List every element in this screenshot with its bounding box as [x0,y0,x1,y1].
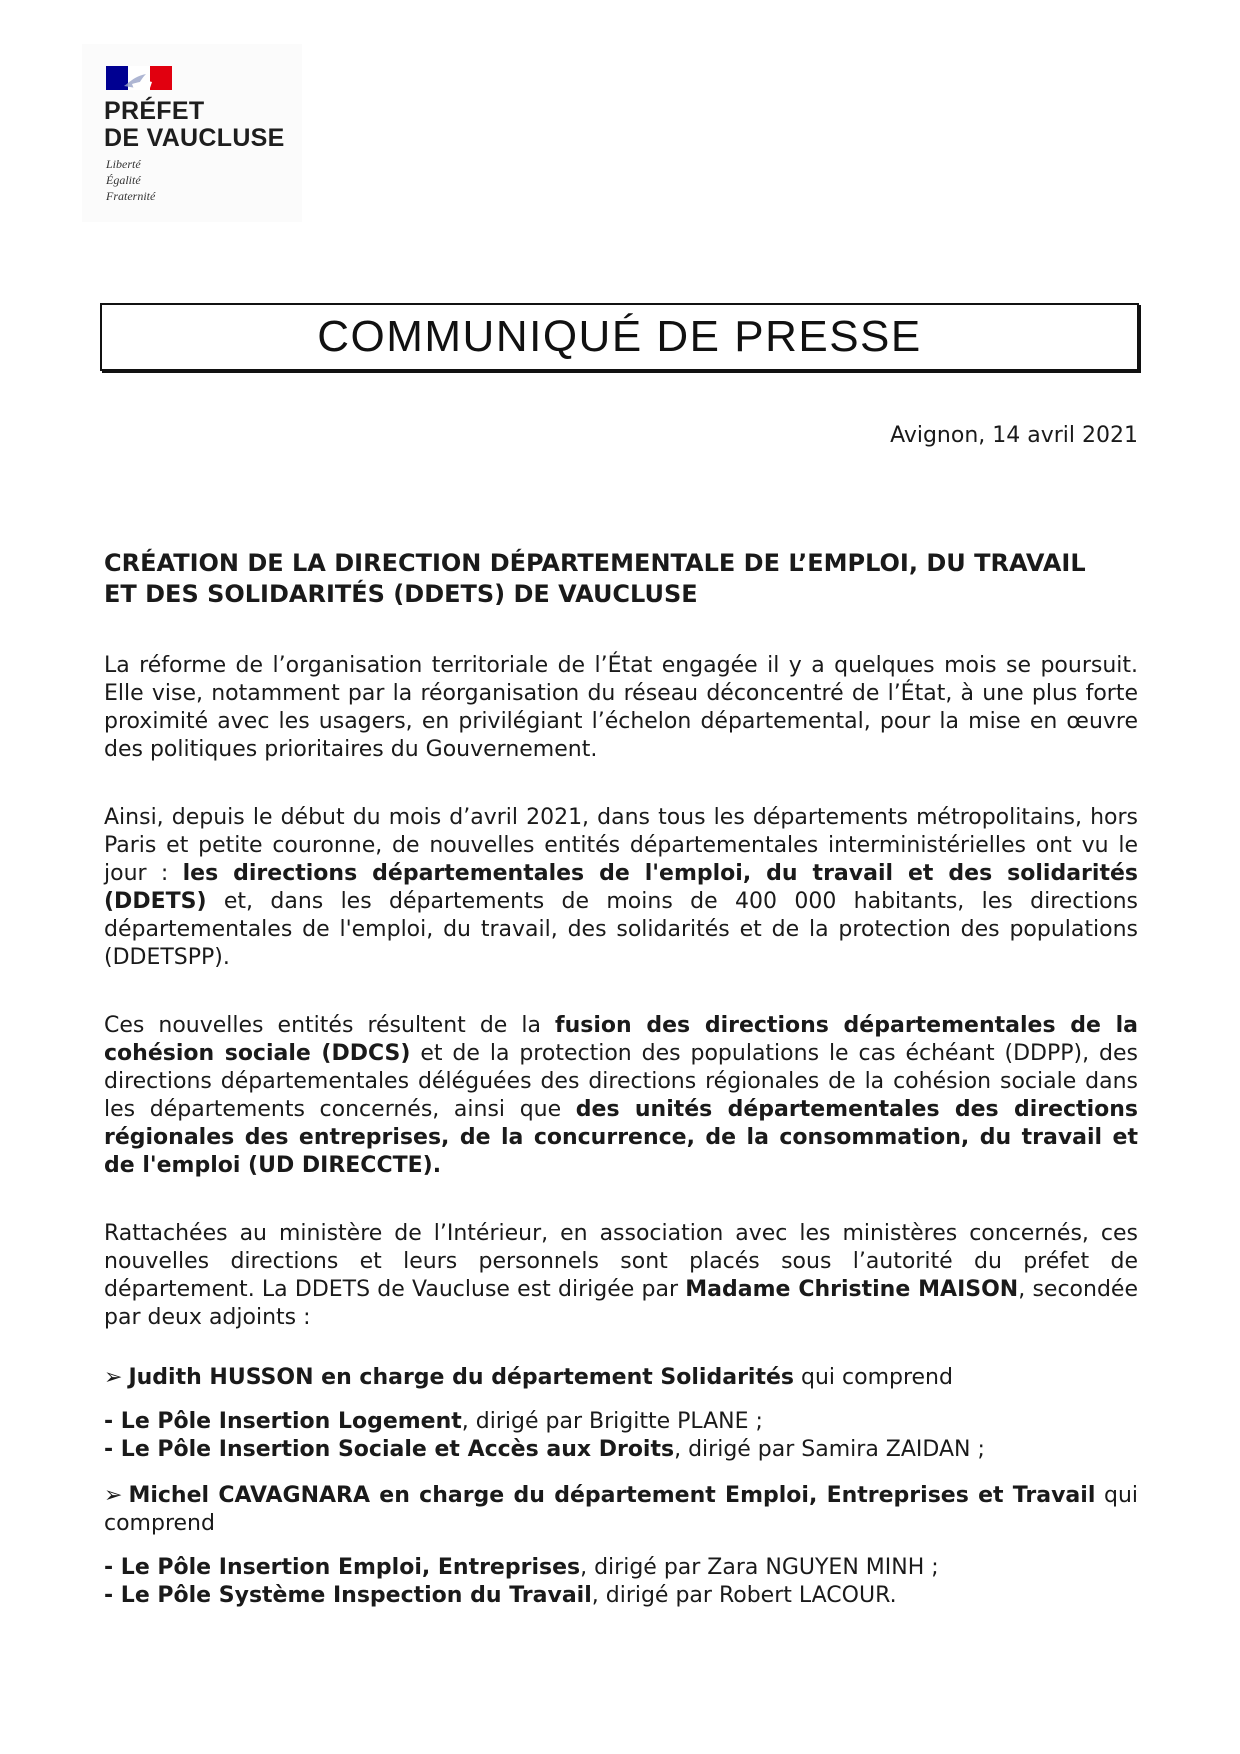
motto-liberte: Liberté [106,157,141,171]
department-solidarites [104,1364,1138,1392]
marianne-flag-icon [106,66,172,90]
department-head-bold: Judith HUSSON en charge du département Solidarités [128,1365,794,1390]
prefet-line-1: PRÉFET [104,97,205,125]
pole-name: Le Pôle Insertion Emploi, Entreprises [120,1555,581,1580]
pole-director: , dirigé par Brigitte PLANE ; [461,1409,763,1434]
list-item [104,1582,1138,1610]
arrow-bullet-icon: ➢ [104,1365,123,1390]
pole-director: , dirigé par Samira ZAIDAN ; [674,1437,985,1462]
p2-text-a: Ainsi, depuis le début du mois d’avril 2021, dans tous les départements métropolitains, hors Paris et petite couronne, de nouvelles entités départementales interministérielles ont vu le jour : [104,805,1138,886]
press-body [104,652,1138,1628]
motto-fraternite: Fraternité [106,189,156,203]
p4-text-a: Rattachées au ministère de l’Intérieur, en association avec les ministères concernés, ces nouvelles directions et leurs personnels sont placés sous l’autorité du préfet de département. La DDETS de Vaucluse est dirigée par [104,1221,1138,1302]
p3-ddcs-bold: fusion des directions départementales de la cohésion sociale (DDCS) [104,1013,1138,1066]
list-item [104,1436,1138,1464]
headline-line-2: ET DES SOLIDARITÉS (DDETS) DE VAUCLUSE [104,580,698,608]
headline-line-1: CRÉATION DE LA DIRECTION DÉPARTEMENTALE DE L’EMPLOI, DU TRAVAIL [104,549,1086,577]
paragraph-fusion [104,1012,1138,1180]
prefet-line-2: DE VAUCLUSE [104,124,285,152]
list-item [104,1408,1138,1436]
prefecture-logo [82,44,302,222]
list-item [104,1554,1138,1582]
department-head-rest: qui comprend [104,1483,1138,1536]
p3-direccte-bold: des unités départementales des directions régionales des entreprises, de la concurrence, de la consommation, du travail et de l'emploi (UD DIRECCTE). [104,1097,1138,1178]
paragraph-reform: La réforme de l’organisation territoriale de l’État engagée il y a quelques mois se poursuit. Elle vise, notamment par la réorganisation du réseau déconcentré de l’État, à une plus forte proximité avec les usagers, en privilégiant l’échelon départemental, pour la mise en œuvre des politiques prioritaires du Gouvernement. [104,653,1138,762]
motto-egalite: Égalité [106,173,141,187]
pole-name: Le Pôle Système Inspection du Travail [120,1583,592,1608]
p4-text-c: , secondée par deux adjoints : [104,1277,1138,1330]
document-title-box [100,303,1139,371]
p2-ddets-bold: les directions départementales de l'emploi, du travail et des solidarités (DDETS) [104,861,1138,914]
document-title: COMMUNIQUÉ DE PRESSE [317,312,922,361]
pole-name: Le Pôle Insertion Logement [120,1409,462,1434]
pole-list-solidarites [104,1408,1138,1464]
prefecture-name [104,98,285,152]
p3-text-c: et de la protection des populations le cas échéant (DDPP), des directions départementales déléguées des directions régionales de la cohésion sociale dans les départements concernés, ainsi que [104,1041,1138,1122]
paragraph-direction [104,1220,1138,1332]
pole-director: , dirigé par Robert LACOUR. [591,1583,897,1608]
department-head-bold: Michel CAVAGNARA en charge du département Emploi, Entreprises et Travail [128,1483,1096,1508]
press-headline [104,548,1144,610]
p2-text-c: et, dans les départements de moins de 400 000 habitants, les directions départementales de l'emploi, du travail, des solidarités et de la protection des populations (DDETSPP). [104,889,1138,970]
pole-dash: - [104,1555,121,1580]
date-line: Avignon, 14 avril 2021 [890,423,1138,448]
republic-motto [106,156,155,204]
department-head-rest: qui comprend [794,1365,953,1390]
pole-dash: - [104,1437,121,1462]
pole-list-emploi [104,1554,1138,1610]
paragraph-creation [104,804,1138,972]
arrow-bullet-icon: ➢ [104,1483,123,1508]
p4-director-bold: Madame Christine MAISON [685,1277,1019,1302]
pole-name: Le Pôle Insertion Sociale et Accès aux Droits [120,1437,675,1462]
pole-dash: - [104,1583,121,1608]
department-emploi [104,1482,1138,1538]
pole-director: , dirigé par Zara NGUYEN MINH ; [580,1555,939,1580]
p3-text-a: Ces nouvelles entités résultent de la [104,1013,555,1038]
pole-dash: - [104,1409,121,1434]
